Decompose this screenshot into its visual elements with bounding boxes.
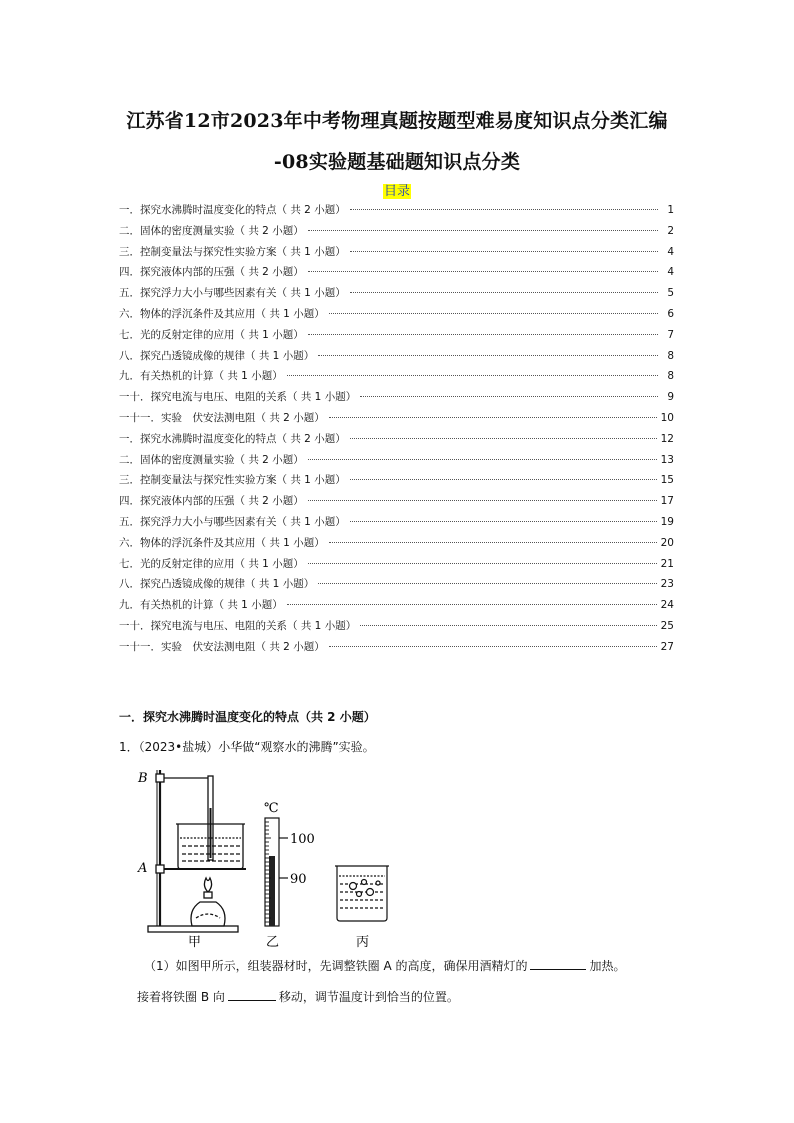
toc-dot-leader (318, 343, 658, 356)
toc-heading-text: 目录 (383, 184, 410, 199)
toc-dot-leader (308, 488, 657, 501)
toc-dot-leader (350, 426, 657, 439)
part-1-line-2-after: 移动，调节温度计到恰当的位置。 (278, 990, 459, 1004)
toc-entry-label: 三．控制变量法与探究性实验方案（ 共 1 小题） (119, 245, 346, 258)
answer-blank-2[interactable] (228, 988, 276, 1001)
toc-entry-label: 八．探究凸透镜成像的规律（ 共 1 小题） (119, 349, 315, 362)
unit-celsius: ℃ (264, 801, 279, 816)
toc-entry-label: 八．探究凸透镜成像的规律（ 共 1 小题） (119, 578, 315, 591)
question-1-stem: 1．（2023•盐城）小华做“观察水的沸腾”实验。 (119, 740, 375, 754)
toc-entry-label: 七．光的反射定律的应用（ 共 1 小题） (119, 328, 304, 341)
toc-entry-label: 一．探究水沸腾时温度变化的特点（ 共 2 小题） (119, 204, 346, 216)
toc-entry-page: 27 (660, 640, 674, 653)
toc-dot-leader (350, 197, 658, 210)
toc-entry-label: 六．物体的浮沉条件及其应用（ 共 1 小题） (119, 307, 325, 320)
table-of-contents (119, 200, 674, 658)
toc-entry-label: 九．有关热机的计算（ 共 1 小题） (119, 370, 283, 383)
toc-dot-leader (308, 447, 657, 460)
section-heading: 一．探究水沸腾时温度变化的特点（共 2 小题） (119, 710, 376, 724)
beaker-bubbles-bing (335, 866, 389, 921)
toc-dot-leader (360, 613, 656, 626)
toc-entry-label: 六．物体的浮沉条件及其应用（ 共 1 小题） (119, 536, 325, 549)
toc-dot-leader (350, 509, 657, 522)
toc-entry-page: 19 (660, 515, 674, 528)
toc-entry-label: 三．控制变量法与探究性实验方案（ 共 1 小题） (119, 474, 346, 487)
toc-dot-leader (308, 322, 658, 335)
toc-entry-page: 4 (667, 266, 674, 279)
toc-entry-page: 4 (667, 245, 674, 258)
toc-dot-leader (287, 363, 658, 376)
toc-entry-page: 17 (660, 495, 674, 508)
toc-dot-leader (350, 239, 658, 252)
toc-dot-leader (318, 571, 656, 584)
toc-entry-page: 2 (667, 224, 674, 237)
toc-entry-label: 一十．探究电流与电压、电阻的关系（ 共 1 小题） (119, 619, 357, 632)
document-title-line-2: -08实验题基础题知识点分类 (273, 151, 521, 173)
toc-entry-page: 13 (660, 453, 674, 466)
toc-entry-label: 五．探究浮力大小与哪些因素有关（ 共 1 小题） (119, 515, 346, 528)
thermometer-scale-yi (265, 818, 288, 926)
stand-apparatus-jia (148, 770, 246, 932)
part-1-text-after: 加热。 (589, 959, 626, 973)
toc-entry-page: 8 (667, 370, 674, 383)
part-1-line-2-before: 接着将铁圈 B 向 (137, 990, 225, 1004)
answer-blank-1[interactable] (530, 957, 586, 970)
question-1-part-1-line-2 (137, 988, 459, 1005)
toc-dot-leader (350, 467, 657, 480)
toc-entry-label: 一十．探究电流与电压、电阻的关系（ 共 1 小题） (119, 391, 357, 404)
toc-entry-label: 四．探究液体内部的压强（ 共 2 小题） (119, 266, 304, 279)
caption-jia: 甲 (188, 935, 202, 950)
toc-entry-page: 8 (667, 349, 674, 362)
toc-entry-label: 四．探究液体内部的压强（ 共 2 小题） (119, 495, 304, 508)
toc-entry-page: 12 (660, 432, 674, 445)
toc-entry-page: 1 (667, 204, 674, 216)
toc-dot-leader (308, 551, 657, 564)
toc-dot-leader (308, 218, 658, 231)
label-a: A (138, 861, 148, 876)
toc-entry-label: 二．固体的密度测量实验（ 共 2 小题） (119, 224, 304, 237)
toc-entry-page: 7 (667, 328, 674, 341)
tick-label-100: 100 (290, 832, 315, 847)
toc-entry-page: 24 (660, 599, 674, 612)
label-b: B (138, 771, 148, 786)
toc-dot-leader (329, 530, 657, 543)
toc-entry-page: 9 (667, 391, 674, 404)
toc-entry-page: 23 (660, 578, 674, 591)
toc-entry-label: 一十一．实验 伏安法测电阻（ 共 2 小题） (119, 640, 325, 653)
part-1-text-before: （1）如图甲所示，组装器材时，先调整铁圈 A 的高度，确保用酒精灯的 (144, 959, 528, 973)
toc-entry-page: 25 (660, 619, 674, 632)
toc-entry-label: 五．探究浮力大小与哪些因素有关（ 共 1 小题） (119, 287, 346, 300)
toc-entry-page: 5 (667, 287, 674, 300)
experiment-figure (130, 768, 390, 953)
toc-dot-leader (287, 592, 657, 605)
toc-entry-page: 15 (660, 474, 674, 487)
toc-entry-page: 10 (660, 411, 674, 424)
toc-entry-page: 20 (660, 536, 674, 549)
caption-yi: 乙 (266, 935, 280, 950)
toc-dot-leader (350, 280, 658, 293)
toc-dot-leader (329, 301, 658, 314)
toc-entry-label: 二．固体的密度测量实验（ 共 2 小题） (119, 453, 304, 466)
toc-entry-page: 6 (667, 307, 674, 320)
document-title-line-1: 江苏省12市2023年中考物理真题按题型难易度知识点分类汇编 (126, 110, 668, 132)
toc-entry-label: 七．光的反射定律的应用（ 共 1 小题） (119, 557, 304, 570)
toc-dot-leader (329, 634, 657, 647)
toc-dot-leader (329, 405, 657, 418)
toc-dot-leader (360, 384, 658, 397)
toc-dot-leader (308, 259, 658, 272)
toc-entry[interactable] (119, 637, 674, 658)
toc-entry-label: 九．有关热机的计算（ 共 1 小题） (119, 599, 283, 612)
toc-entry-page: 21 (660, 557, 674, 570)
caption-bing: 丙 (356, 935, 370, 950)
toc-entry-label: 一．探究水沸腾时温度变化的特点（ 共 2 小题） (119, 432, 346, 445)
toc-entry-label: 一十一．实验 伏安法测电阻（ 共 2 小题） (119, 411, 325, 424)
question-1-part-1 (144, 957, 684, 974)
tick-label-90: 90 (290, 872, 307, 887)
